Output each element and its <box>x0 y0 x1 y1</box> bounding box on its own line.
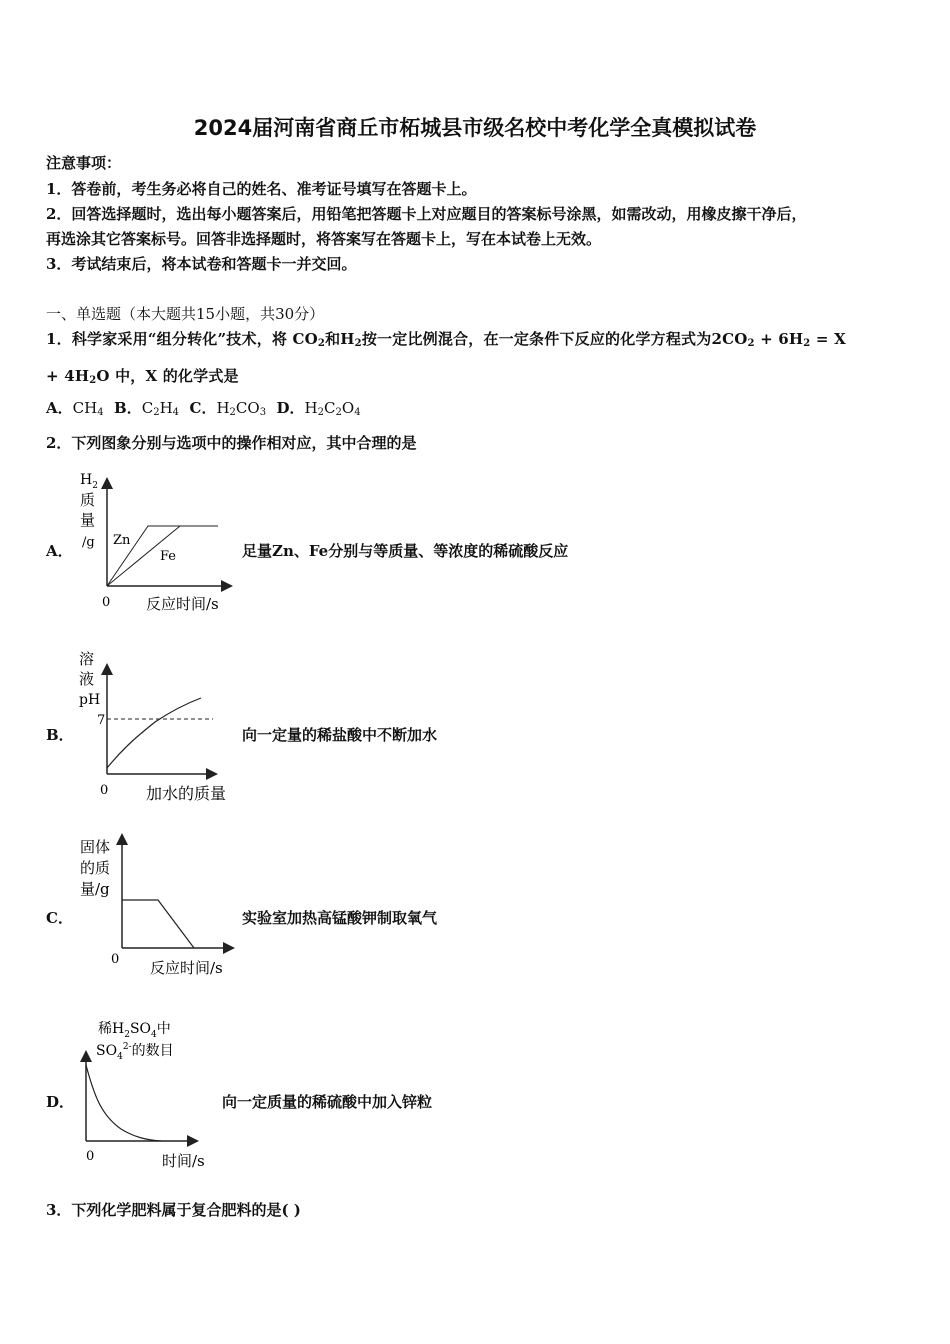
question-2-text: 2．下列图象分别与选项中的操作相对应，其中合理的是 <box>46 434 417 452</box>
option-d[interactable]: D．$H_2C_2O_4$ <box>276 399 361 418</box>
notice-item-2b: 再选涂其它答案标号。回答非选择题时，将答案写在答题卡上，写在本试卷上无效。 <box>46 230 602 248</box>
graph-d-ylabel-2: $SO_4^{2-}$的数目 <box>96 1042 174 1062</box>
graph-c-ylabel-2: 的质 <box>80 859 111 877</box>
graph-b-curve <box>107 698 201 768</box>
option-c-label[interactable]: C． <box>46 909 73 927</box>
graph-a-ylabel-3: 量 <box>80 511 96 529</box>
notice-item-1: 1．答卷前，考生务必将自己的姓名、准考证号填写在答题卡上。 <box>46 180 477 198</box>
option-c[interactable]: C．$H_2CO_3$ <box>189 399 267 418</box>
graph-c-ylabel-1: 固体 <box>80 838 111 856</box>
graph-b-ylabel-1: 溶 <box>79 650 95 668</box>
graph-a-ylabel-2: 质 <box>80 491 96 509</box>
option-d-label[interactable]: D． <box>46 1093 75 1111</box>
question-1-line-1: 1．科学家采用“组分转化”技术，将 $CO_2$和$H_2$按一定比例混合，在一定条件下反应的化学方程式为$2CO_2 + 6H_2 = X$ <box>46 330 846 349</box>
page-title: 2024届河南省商丘市柘城县市级名校中考化学全真模拟试卷 <box>193 116 757 140</box>
notice-heading: 注意事项： <box>46 154 122 172</box>
option-a-label[interactable]: A． <box>46 542 73 560</box>
graph-a-xlabel: 反应时间/s <box>146 595 219 613</box>
graph-b-ylabel-3: pH <box>79 692 101 708</box>
graph-d-xlabel: 时间/s <box>162 1152 205 1170</box>
graph-c-curve <box>122 900 194 948</box>
graph-b-xlabel: 加水的质量 <box>146 784 227 803</box>
option-b[interactable]: B．$C_2H_4$ <box>114 399 180 418</box>
graph-c-xlabel: 反应时间/s <box>150 959 223 977</box>
graph-a-label-zn: Zn <box>113 533 131 548</box>
option-a[interactable]: A．$CH_4$ <box>46 399 104 418</box>
graph-a-origin: 0 <box>102 595 111 610</box>
option-b-desc: 向一定量的稀盐酸中不断加水 <box>242 726 438 744</box>
graph-d-origin: 0 <box>86 1149 95 1164</box>
graph-b <box>70 646 245 806</box>
question-1-line-2: + $4H_2O$ 中，X 的化学式是 <box>46 367 239 386</box>
graph-c <box>70 830 245 980</box>
graph-d-curve <box>86 1065 161 1141</box>
option-d-desc: 向一定质量的稀硫酸中加入锌粒 <box>222 1093 433 1111</box>
section-heading: 一、单选题（本大题共15小题，共30分） <box>46 305 325 323</box>
graph-c-origin: 0 <box>111 952 120 967</box>
graph-b-origin: 0 <box>100 783 109 798</box>
graph-c-ylabel-3: 量/g <box>80 880 110 898</box>
question-3-text: 3．下列化学肥料属于复合肥料的是( ) <box>46 1201 301 1219</box>
notice-item-2a: 2．回答选择题时，选出每小题答案后，用铅笔把答题卡上对应题目的答案标号涂黑，如需改动，用橡皮擦干净后， <box>46 205 807 223</box>
question-1-options <box>46 397 361 418</box>
option-c-desc: 实验室加热高锰酸钾制取氧气 <box>242 909 438 927</box>
graph-a-ylabel-1: $H_2$ <box>80 472 98 491</box>
graph-b-ylabel-2: 液 <box>79 670 95 688</box>
graph-b-tick-7: 7 <box>97 713 106 728</box>
option-a-desc: 足量Zn、Fe分别与等质量、等浓度的稀硫酸反应 <box>242 542 569 560</box>
graph-a <box>70 462 240 617</box>
graph-d <box>76 1015 221 1175</box>
graph-d-ylabel-1: 稀$H_2SO_4$中 <box>98 1021 171 1040</box>
graph-a-label-fe: Fe <box>160 549 177 564</box>
notice-item-3: 3．考试结束后，将本试卷和答题卡一并交回。 <box>46 255 357 273</box>
graph-a-ylabel-4: /g <box>82 535 95 550</box>
option-b-label[interactable]: B． <box>46 726 74 744</box>
